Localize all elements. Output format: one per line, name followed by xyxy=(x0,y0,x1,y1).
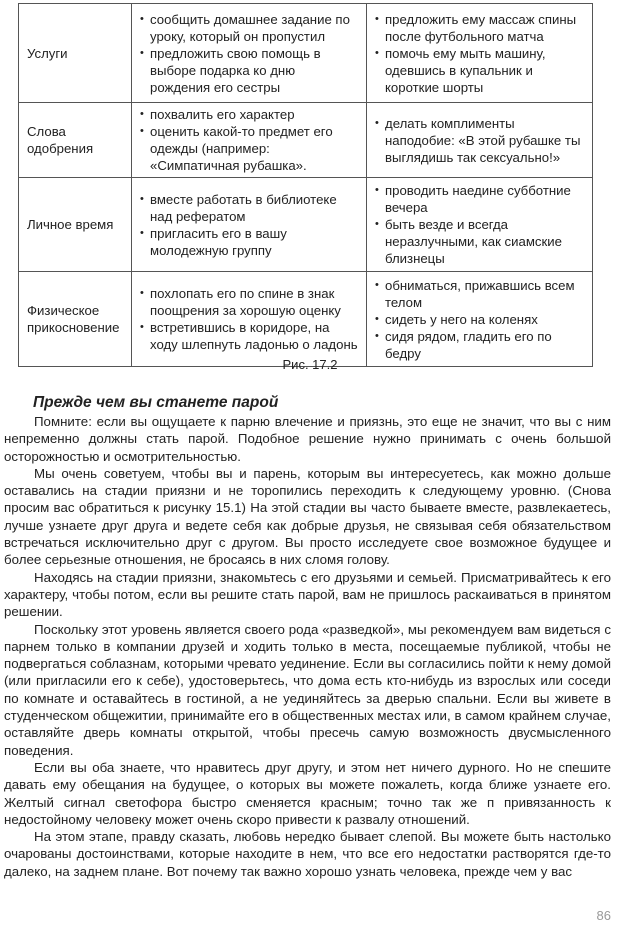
list-item: • делать комплименты наподобие: «В этой рубашке ты выглядишь так сексуально!» xyxy=(375,115,584,166)
paragraph: Мы очень советуем, чтобы вы и парень, которым вы интересуетесь, как можно дольше оставались на стадии приязни и не торопились переходить к следующему уровню. (Снова просим вас обратиться к рисунку 15.1) На этой стадии вы часто бываете вместе, развлекаетесь, лучше узнаете друг друга и ведете себя как добрые друзья, не связывая себя обязательством встречаться исключительно друг с другом. Вы просто исследуете свое возможное будущее и более серьезные отношения, не бросаясь в них сломя голову. xyxy=(4,465,611,568)
love-languages-table xyxy=(18,3,593,367)
bullet-list xyxy=(140,11,358,96)
body-text xyxy=(4,413,611,880)
row-label: Услуги xyxy=(19,4,132,103)
list-item: • предложить ему массаж спины после футбольного матча xyxy=(375,11,584,45)
bullet-list xyxy=(140,106,358,174)
appropriate-cell xyxy=(132,4,367,103)
list-item: • оценить какой-то предмет его одежды (например: «Симпатичная рубашка». xyxy=(140,123,358,174)
list-item: • предложить свою помощь в выборе подарка ко дню рождения его сестры xyxy=(140,45,358,96)
row-label: Слова одобрения xyxy=(19,103,132,178)
list-item: • вместе работать в библиотеке над рефератом xyxy=(140,191,358,225)
paragraph: На этом этапе, правду сказать, любовь нередко бывает слепой. Вы можете быть настолько очарованы достоинствами, которые находите в нем, что все его недостатки растворятся где-то далеко, на заднем плане. Вот почему так важно хорошо узнать человека, прежде чем у вас xyxy=(4,829,611,879)
appropriate-cell xyxy=(132,103,367,178)
section-heading: Прежде чем вы станете парой xyxy=(33,394,279,411)
paragraph: Если вы оба знаете, что нравитесь друг другу, и этом нет ничего дурного. Но не спешите давать ему обещания на будущее, о которых вы можете пожалеть, когда ближе узнаете его. Желтый сигнал светофора быстро сменяется красным; точно так же п привязанность к недостойному человеку может очень скоро привести к развалу отношений. xyxy=(4,759,611,827)
list-item: • похвалить его характер xyxy=(140,106,358,123)
table-row xyxy=(19,272,593,367)
table-row xyxy=(19,4,593,103)
list-item: • встретившись в коридоре, на ходу шлепнуть ладонью о ладонь xyxy=(140,319,358,353)
bullet-list xyxy=(140,285,358,353)
table-row xyxy=(19,103,593,178)
inappropriate-cell xyxy=(367,272,593,367)
list-item: • похлопать его по спине в знак поощрения за хорошую оценку xyxy=(140,285,358,319)
inappropriate-cell xyxy=(367,103,593,178)
bullet-list xyxy=(140,191,358,259)
row-label: Личное время xyxy=(19,178,132,272)
inappropriate-cell xyxy=(367,178,593,272)
paragraph: Находясь на стадии приязни, знакомьтесь с его друзьями и семьей. Присматривайтесь к его характеру, чтобы потом, если вы решите стать парой, вам не пришлось раскаиваться в принятом решении. xyxy=(4,569,611,620)
table-row xyxy=(19,178,593,272)
page-number: 86 xyxy=(596,908,611,923)
appropriate-cell xyxy=(132,178,367,272)
bullet-list xyxy=(375,277,584,362)
list-item: • сидя рядом, гладить его по бедру xyxy=(375,328,584,362)
list-item: • помочь ему мыть машину, одевшись в купальник и короткие шорты xyxy=(375,45,584,96)
appropriate-cell xyxy=(132,272,367,367)
list-item: • сообщить домашнее задание по уроку, который он пропустил xyxy=(140,11,358,45)
list-item: • пригласить его в вашу молодежную группу xyxy=(140,225,358,259)
bullet-list xyxy=(375,182,584,267)
list-item: • сидеть у него на коленях xyxy=(375,311,584,328)
inappropriate-cell xyxy=(367,4,593,103)
list-item: • обниматься, прижавшись всем телом xyxy=(375,277,584,311)
row-label: Физическое прикосновение xyxy=(19,272,132,367)
figure-caption: Рис. 17.2 xyxy=(282,357,338,372)
bullet-list xyxy=(375,11,584,96)
list-item: • быть везде и всегда неразлучными, как сиамские близнецы xyxy=(375,216,584,267)
paragraph: Помните: если вы ощущаете к парню влечение и приязнь, это еще не значит, что вы с ним непременно должны стать парой. Подобное решение нужно принимать с очень большой осторожностью и осмотрительностью. xyxy=(4,414,611,464)
paragraph: Поскольку этот уровень является своего рода «разведкой», мы рекомендуем вам видеться с парнем только в компании друзей и ходить только в места, посещаемые публикой, чтобы не подвергаться соблазнам, которыми чревато уединение. Если вы согласились пойти к нему домой (или пригласили его к себе), удостоверьтесь, что дома есть кто-нибудь из взрослых или соседи по комнате и оставайтесь в гостиной, а не уединяйтесь за дверью спальни. Если вы живете в студенческом общежитии, принимайте его в общественных местах или, в самом крайнем случае, оставляйте дверь комнаты открытой, чтобы пресечь самую возможность двусмысленного поведения. xyxy=(4,621,611,758)
list-item: • проводить наедине субботние вечера xyxy=(375,182,584,216)
bullet-list xyxy=(375,115,584,166)
